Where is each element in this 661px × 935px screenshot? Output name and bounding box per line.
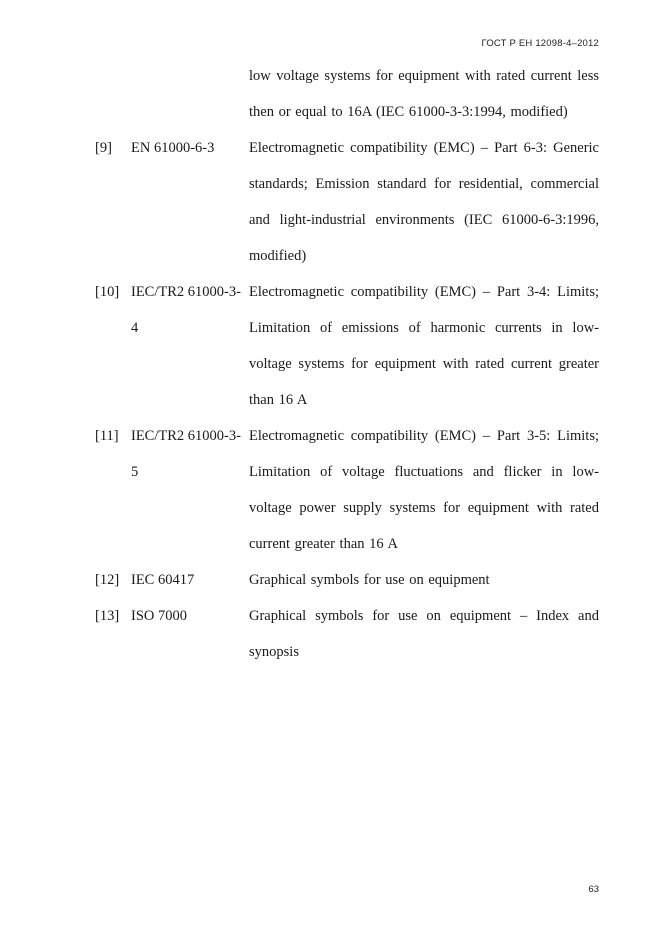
reference-title: Graphical symbols for use on equipment – Index and synopsis [249,608,599,660]
reference-13 [95,598,599,670]
document-code-header: ГОСТ Р ЕН 12098-4–2012 [481,38,599,49]
references-list [95,58,599,670]
reference-standard: IEC/TR2 61000-3-5 [131,428,241,480]
reference-number: [10] [95,284,120,300]
reference-continuation [95,58,599,130]
reference-10 [95,274,599,418]
reference-number: [12] [95,572,120,588]
reference-standard: IEC 60417 [131,572,195,588]
reference-number: [9] [95,140,112,156]
reference-standard: EN 61000-6-3 [131,140,215,156]
reference-number: [11] [95,428,119,444]
reference-9 [95,130,599,274]
reference-number: [13] [95,608,120,624]
reference-title: Electromagnetic compatibility (EMC) – Part 3-4: Limits; Limitation of emissions of harmonic currents in low-voltage systems for equipment with rated current greater than 16 A [249,284,599,408]
reference-title: Graphical symbols for use on equipment [249,572,490,588]
reference-11 [95,418,599,562]
page-number: 63 [588,884,599,895]
reference-title: Electromagnetic compatibility (EMC) – Part 3-5: Limits; Limitation of voltage fluctuations and flicker in low-voltage power supply systems for equipment with rated current greater than 16 A [249,428,599,552]
reference-12 [95,562,599,598]
reference-title: Electromagnetic compatibility (EMC) – Part 6-3: Generic standards; Emission standard for residential, commercial and light-industrial environments (IEC 61000-6-3:1996, modified) [249,140,599,264]
reference-standard: IEC/TR2 61000-3-4 [131,284,241,336]
reference-title: low voltage systems for equipment with rated current less then or equal to 16A (IEC 61000-3-3:1994, modified) [249,68,599,120]
reference-standard: ISO 7000 [131,608,187,624]
